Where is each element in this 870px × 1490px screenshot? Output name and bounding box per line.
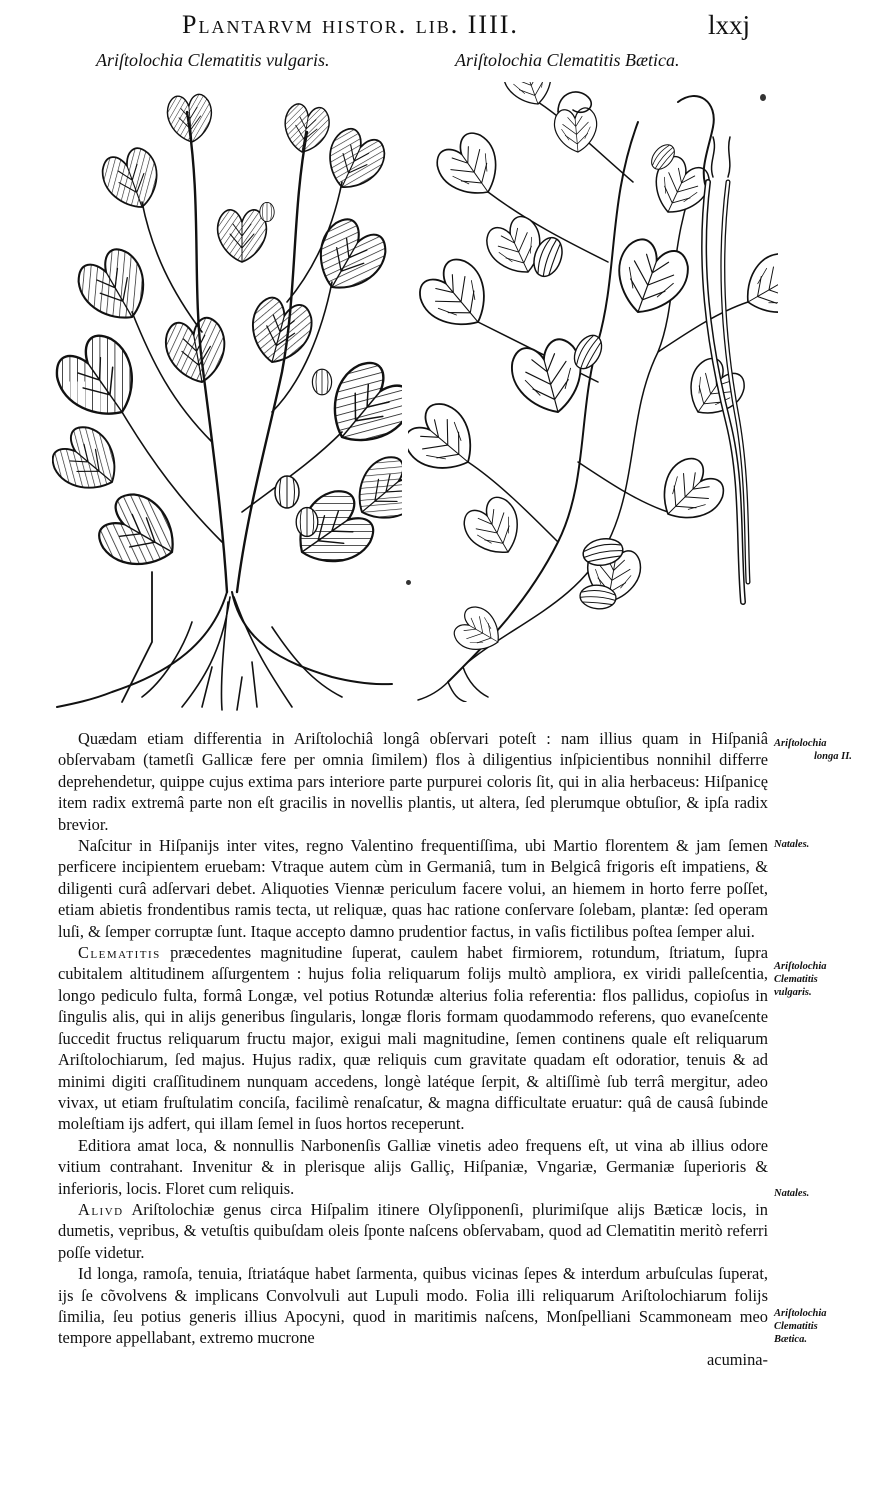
margin-note-line: Clematitis [774,974,818,985]
paragraph-3 [58,942,768,1135]
caption-right: Ariſtolochia Clematitis Bætica. [455,50,680,70]
paragraph-1: Quædam etiam differentia in Ariſtolochiâ longâ obſervari poteſt : nam illius quam in Hiſpaniâ obſervabam (tametſi Gallicæ fere per omnia ſimilem) flos à diligentius inſpicientibus nonnihil differre deprehendetur, quippe cujus extima pars interiore parte purpurei coloris ſit, qui in alia herbaceus: Hiſpanicę item radix extremâ parte non eſt gracilis in novellis plantis, ut altera, ſed plerumque obtuſior, & ipſa radix brevior. [58,729,768,834]
paragraph-6: Id longa, ramoſa, tenuia, ſtriatáque habet ſarmenta, quibus vicinas ſepes & interdum arbuſculas ſuperat, ijs ſe cõvolvens & implicans Convolvuli aut Lupuli modo. Folia illi reliquarum Ariſtolochiarum folijs ſimilia, ſeu potius generis illius Apocyni, quod in maritimis naſcens, Monſpelliani Scammoneam meo tempore appellabant, extremo mucrone [58,1264,768,1348]
running-title: Plantarvm histor. lib. IIII. [182,10,519,39]
margin-note-line: Natales. [774,839,810,850]
page-number: lxxj [708,10,751,40]
margin-note-line: Ariſtolochia [774,738,827,749]
paragraph-3-lead: Clematitis [78,943,161,963]
paragraph-5 [58,1199,768,1263]
catchword: acumina- [707,1349,768,1369]
margin-note-natales-2 [774,1187,870,1200]
page-header [0,10,870,42]
margin-note-line: vulgaris. [774,987,812,998]
margin-note-aristolochia-longa [774,737,870,763]
margin-note-line: Clematitis [774,1321,818,1332]
paragraph-4: Editiora amat loca, & nonnullis Narbonenſis Galliæ vinetis adeo frequens eſt, ut vina ab illius odore vitium contrahant. Invenitur & in plerisque alijs Galliç, Hiſpaniæ, Vngariæ, Germaniæ ſuperioris & inferioris, locis. Floret cum reliquis. [58,1135,768,1198]
margin-note-line: Natales. [774,1188,810,1199]
margin-note-line: longa II. [814,751,852,762]
margin-note-natales-1 [774,838,870,851]
paragraph-5-lead: Alivd [78,1199,124,1219]
margin-note-clematitis-baetica [774,1307,870,1346]
paragraph-3-body: præcedentes magnitudine ſuperat, caulem habet firmiorem, rotundum, ſtriatum, ſupra cubitalem altitudinem aſſurgentem : hujus folia reliquarum folijs multò ampliora, ex viridi palleſcentia, longo pediculo fulta, formâ Longæ, vel potius Rotundæ alterius folia referentia: flos pallidus, copioſus in ſingulis alis, qui in alijs generibus ſingularis, longæ floris formam quodammodo referens, quo evaneſcente ſuccedit fructus reliquarum fructu major, exigui mali magnitudine, ſemen continens quale eſt reliquarum Ariſtolochiarum, ſed majus. Hujus radix, quæ reliquis cum gravitate quadam eſt odoratior, tenuis & ad minimi digiti craſſitudinem nunquam accedens, longè latéque ſerpit, & altiſſimè ſub terrâ mergitur, adeo vivax, ut etiam fruſtulatim conciſa, facilimè renaſcatur, & magna difficultate eruatur: quâ de causâ ſubinde moleſtiam ijs adfert, qui illam ſemel in ſuos hortos receperunt. [58,943,768,1134]
margin-note-clematitis-vulgaris [774,960,870,999]
margin-note-line: Ariſtolochia [774,1308,827,1319]
margin-note-line: Ariſtolochia [774,961,827,972]
paragraph-2: Naſcitur in Hiſpanijs inter vites, regno Valentino frequentiſſima, ubi Martio florentem & jam ſemen perficere incipientem eruebam: Vtraque autem cùm in Germaniâ, tum in Belgicâ frigoris eſt impatiens, & diligenti curâ adſervari debet. Aliquoties Viennæ periculum facere volui, an hiemem in horto ferre poſſet, etiam abietis frondentibus ramis tecta, ut reliquæ, quas hac ratione conſervare ſolebam, plantæ: ſed operam luſi, & ſemper corruptæ ſunt. Itaque accepto damno prudentior factus, in vaſis fictilibus poſtea ſemper alui. [58,836,768,941]
ink-speck [760,94,766,101]
caption-left: Ariſtolochia Clematitis vulgaris. [96,50,330,70]
paragraph-5-body: Ariſtolochiæ genus circa Hiſpalim itinere Olyſipponenſi, plurimiſque alijs Bæticæ locis, in dumetis, vepribus, & vetuſtis quibuſdam oleis ſponte naſcens obſervabam, quod ad Clematitin meritò referri poſſe videtur. [58,1199,768,1262]
body-text [58,728,768,1370]
ink-speck [406,580,411,585]
margin-note-line: Bætica. [774,1334,807,1345]
woodcut-clematitis-baetica [408,82,778,702]
woodcut-clematitis-vulgaris [52,82,402,712]
